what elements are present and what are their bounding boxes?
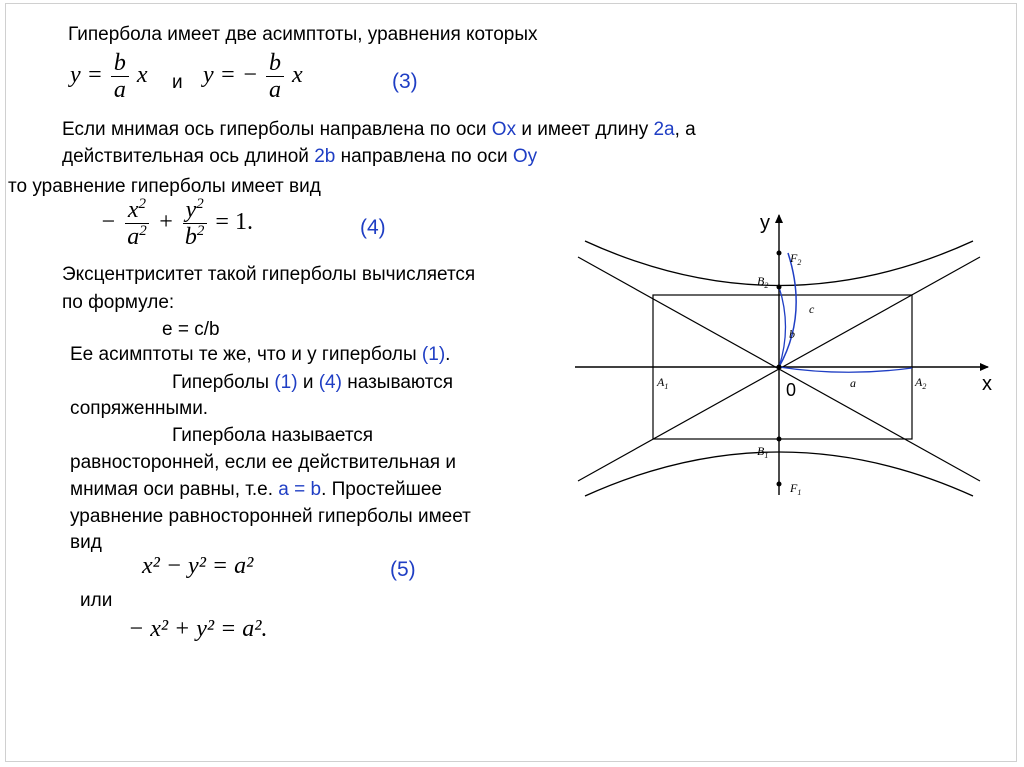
- y-axis-label: y: [760, 212, 770, 234]
- hyperbola-eq-4: − $\frac{x^2}{a^2}$ + $\frac{y^2}{b^2}$ = 1.: [100, 196, 253, 250]
- a-arc: [779, 367, 912, 372]
- label-b: b: [789, 327, 795, 341]
- then-equation-text: то уравнение гиперболы имеет вид: [8, 176, 321, 197]
- vertex-b2-point: [777, 285, 782, 290]
- label-a: a: [850, 376, 856, 390]
- real-axis-text: действительная ось длиной 2b направлена по оси Oy: [62, 146, 538, 167]
- x-axis-label: x: [982, 373, 992, 395]
- label-f1: $F_1$: [790, 481, 802, 497]
- equilateral-text-2: равносторонней, если ее действительная и: [70, 452, 456, 473]
- conjugate-text-2: сопряженными.: [70, 398, 209, 419]
- equilateral-eq-6: − x² + y² = a².: [128, 616, 268, 642]
- equilateral-text-4: уравнение равносторонней гиперболы имеет: [70, 506, 471, 527]
- c-arc: [779, 253, 796, 367]
- hyperbola-diagram: [560, 205, 1010, 515]
- focus-f1-point: [777, 482, 782, 487]
- equilateral-text-5: вид: [70, 532, 102, 553]
- eccentricity-text-1: Эксцентриситет такой гиперболы вычисляется: [62, 264, 476, 285]
- and-word: и: [172, 72, 183, 93]
- label-f2: $F_2$: [790, 251, 802, 267]
- eq-number-3: (3): [392, 70, 418, 93]
- label-b1: $B_1$: [757, 444, 769, 460]
- conjugate-text-1: Гиперболы (1) и (4) называются: [172, 372, 454, 393]
- label-b2: $B_2$: [757, 274, 769, 290]
- imaginary-axis-text: Если мнимая ось гиперболы направлена по оси Ox и имеет длину 2a, а: [62, 119, 696, 140]
- eccentricity-text-2: по формуле:: [62, 292, 175, 313]
- origin-point: [777, 365, 782, 370]
- label-a2: $A_2$: [915, 375, 927, 391]
- eq-number-5: (5): [390, 558, 416, 581]
- equilateral-eq-5: x² − y² = a²: [142, 553, 254, 579]
- label-c: c: [809, 302, 815, 316]
- focus-f2-point: [777, 251, 782, 256]
- equilateral-text-1: Гипербола называется: [172, 425, 374, 446]
- intro-text: Гипербола имеет две асимптоты, уравнения которых: [68, 24, 538, 45]
- asymptotes-same-text: Ее асимптоты те же, что и у гиперболы (1).: [70, 344, 451, 365]
- equilateral-text-3: мнимая оси равны, т.е. a = b. Простейшее: [70, 479, 442, 500]
- eccentricity-formula: e = c/b: [162, 319, 220, 340]
- label-a1: $A_1$: [657, 375, 669, 391]
- vertex-b1-point: [777, 437, 782, 442]
- eq-number-4: (4): [360, 216, 386, 239]
- asymptote-eq-1: y = $\frac{b}{a}$ x: [70, 50, 148, 103]
- origin-label: 0: [786, 380, 797, 400]
- or-word: или: [80, 590, 113, 611]
- asymptote-eq-2: y = − $\frac{b}{a}$ x: [203, 50, 303, 103]
